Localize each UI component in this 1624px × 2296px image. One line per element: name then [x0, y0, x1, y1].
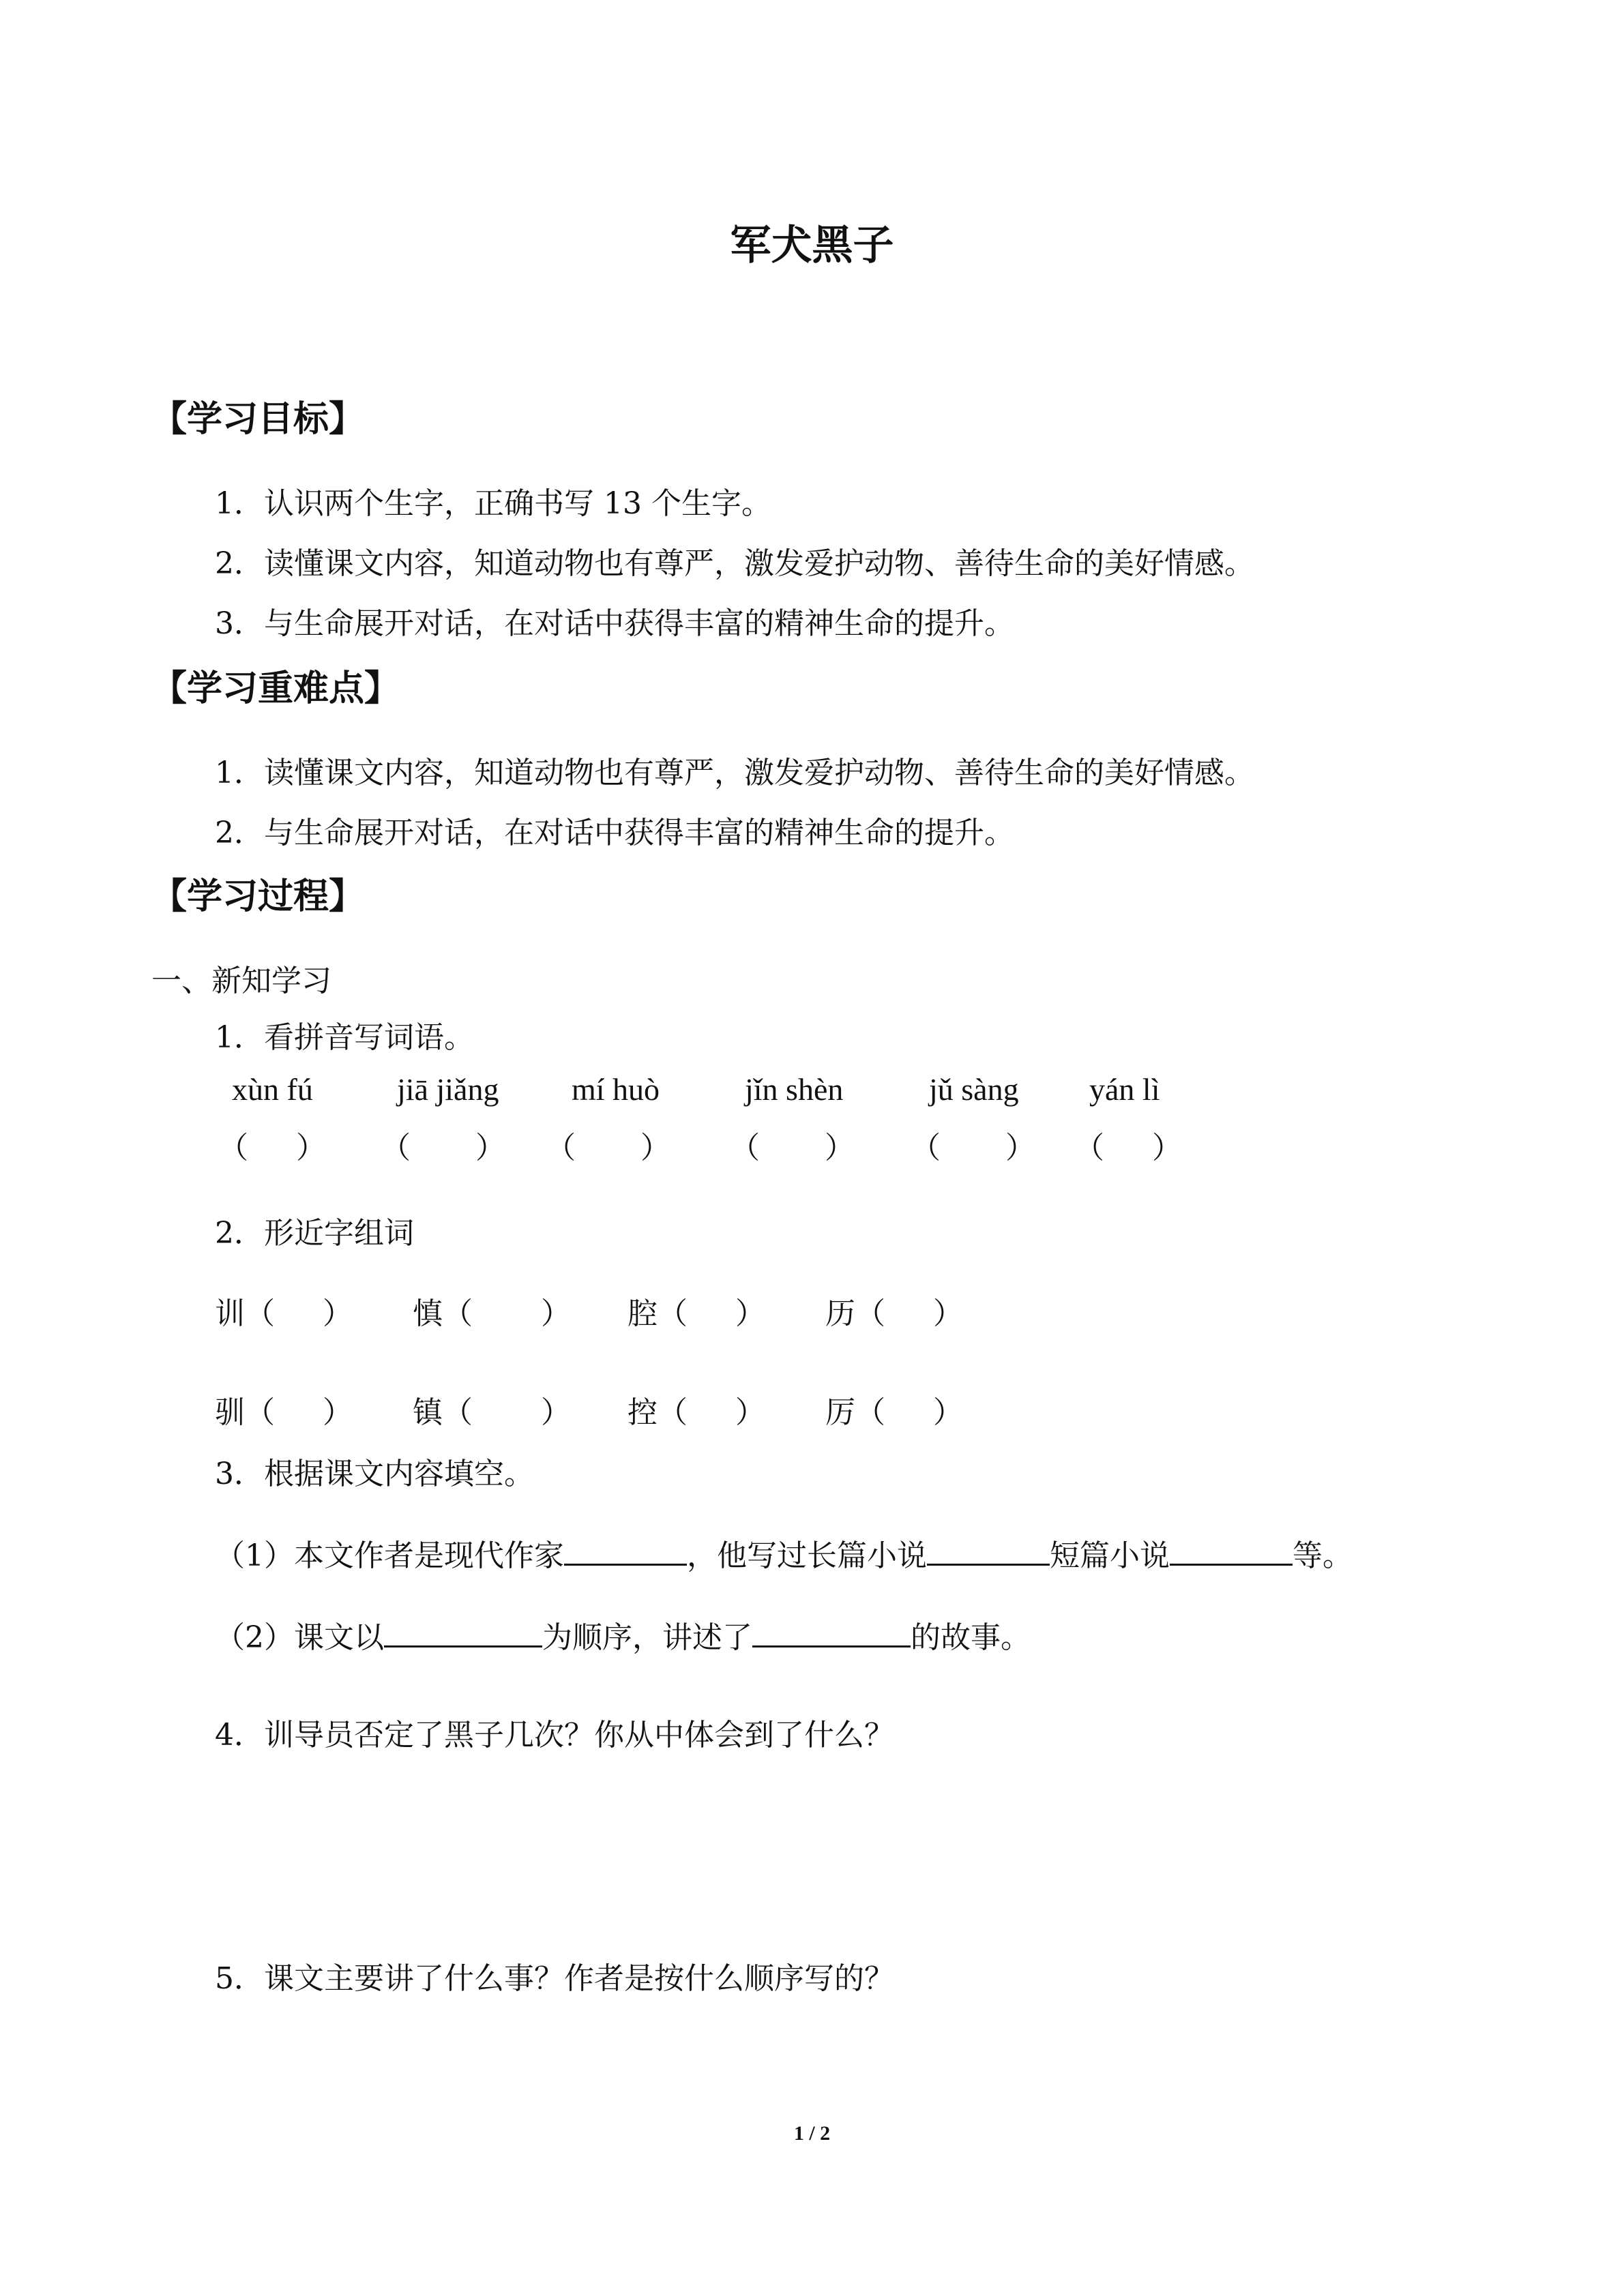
section-heading-goals: 【学习目标】 — [151, 399, 365, 440]
keypoint-item-2: 2．与生命展开对话，在对话中获得丰富的精神生命的提升。 — [215, 816, 1014, 850]
question-5: 5．课文主要讲了什么事？作者是按什么顺序写的？ — [215, 1961, 894, 1996]
goal-item-2: 2．读懂课文内容，知道动物也有尊严，激发爱护动物、善待生命的美好情感。 — [215, 546, 1254, 581]
answer-paren-6[interactable]: （ ） — [1074, 1131, 1182, 1165]
question-4: 4．训导员否定了黑子几次？你从中体会到了什么？ — [215, 1718, 894, 1753]
question-2-label: 2．形近字组词 — [215, 1216, 414, 1251]
similar-char-group[interactable]: 腔（ ） — [628, 1296, 765, 1331]
pinyin-3: mí huò — [572, 1072, 660, 1107]
answer-paren-5[interactable]: （ ） — [911, 1131, 1035, 1165]
similar-char-group[interactable]: 厉（ ） — [825, 1395, 963, 1430]
fill-sentence-2: （2）课文以 为顺序，讲述了 的故事。 — [215, 1613, 1031, 1656]
section-heading-process: 【学习过程】 — [151, 876, 365, 917]
keypoint-item-1: 1．读懂课文内容，知道动物也有尊严，激发爱护动物、善待生命的美好情感。 — [215, 756, 1254, 790]
answer-paren-1[interactable]: （ ） — [218, 1131, 326, 1165]
answer-paren-2[interactable]: （ ） — [381, 1131, 505, 1165]
fill-blank[interactable] — [927, 1534, 1050, 1566]
page-number: 1 / 2 — [793, 2122, 831, 2145]
fill-blank[interactable] — [1170, 1534, 1293, 1566]
fill-sentence-1: （1）本文作者是现代作家 ，他写过长篇小说 短篇小说 等。 — [215, 1531, 1353, 1575]
answer-paren-4[interactable]: （ ） — [730, 1131, 855, 1165]
fill-blank[interactable] — [564, 1534, 687, 1566]
goal-item-3: 3．与生命展开对话，在对话中获得丰富的精神生命的提升。 — [215, 606, 1014, 641]
similar-char-group[interactable]: 历（ ） — [825, 1296, 963, 1331]
answer-paren-3[interactable]: （ ） — [546, 1131, 670, 1165]
similar-char-group[interactable]: 慎（ ） — [413, 1296, 571, 1331]
part-label: 一、新知学习 — [151, 964, 331, 998]
page-title: 军犬黑子 — [730, 222, 894, 269]
fill-blank[interactable] — [752, 1615, 911, 1648]
goal-item-1: 1．认识两个生字，正确书写 13 个生字。 — [215, 486, 771, 521]
pinyin-2: jiā jiǎng — [397, 1072, 499, 1107]
section-heading-keypoints: 【学习重难点】 — [151, 668, 400, 709]
similar-char-group[interactable]: 镇（ ） — [413, 1395, 571, 1430]
similar-char-group[interactable]: 训（ ） — [215, 1296, 353, 1331]
pinyin-4: jǐn shèn — [745, 1072, 844, 1107]
similar-char-group[interactable]: 驯（ ） — [215, 1395, 353, 1430]
question-1-label: 1．看拼音写词语。 — [215, 1020, 474, 1055]
question-3-label: 3．根据课文内容填空。 — [215, 1457, 534, 1491]
pinyin-1: xùn fú — [232, 1072, 313, 1107]
pinyin-6: yán lì — [1089, 1072, 1160, 1107]
fill-blank[interactable] — [384, 1615, 542, 1648]
similar-char-group[interactable]: 控（ ） — [628, 1395, 765, 1430]
pinyin-5: jǔ sàng — [929, 1072, 1019, 1107]
